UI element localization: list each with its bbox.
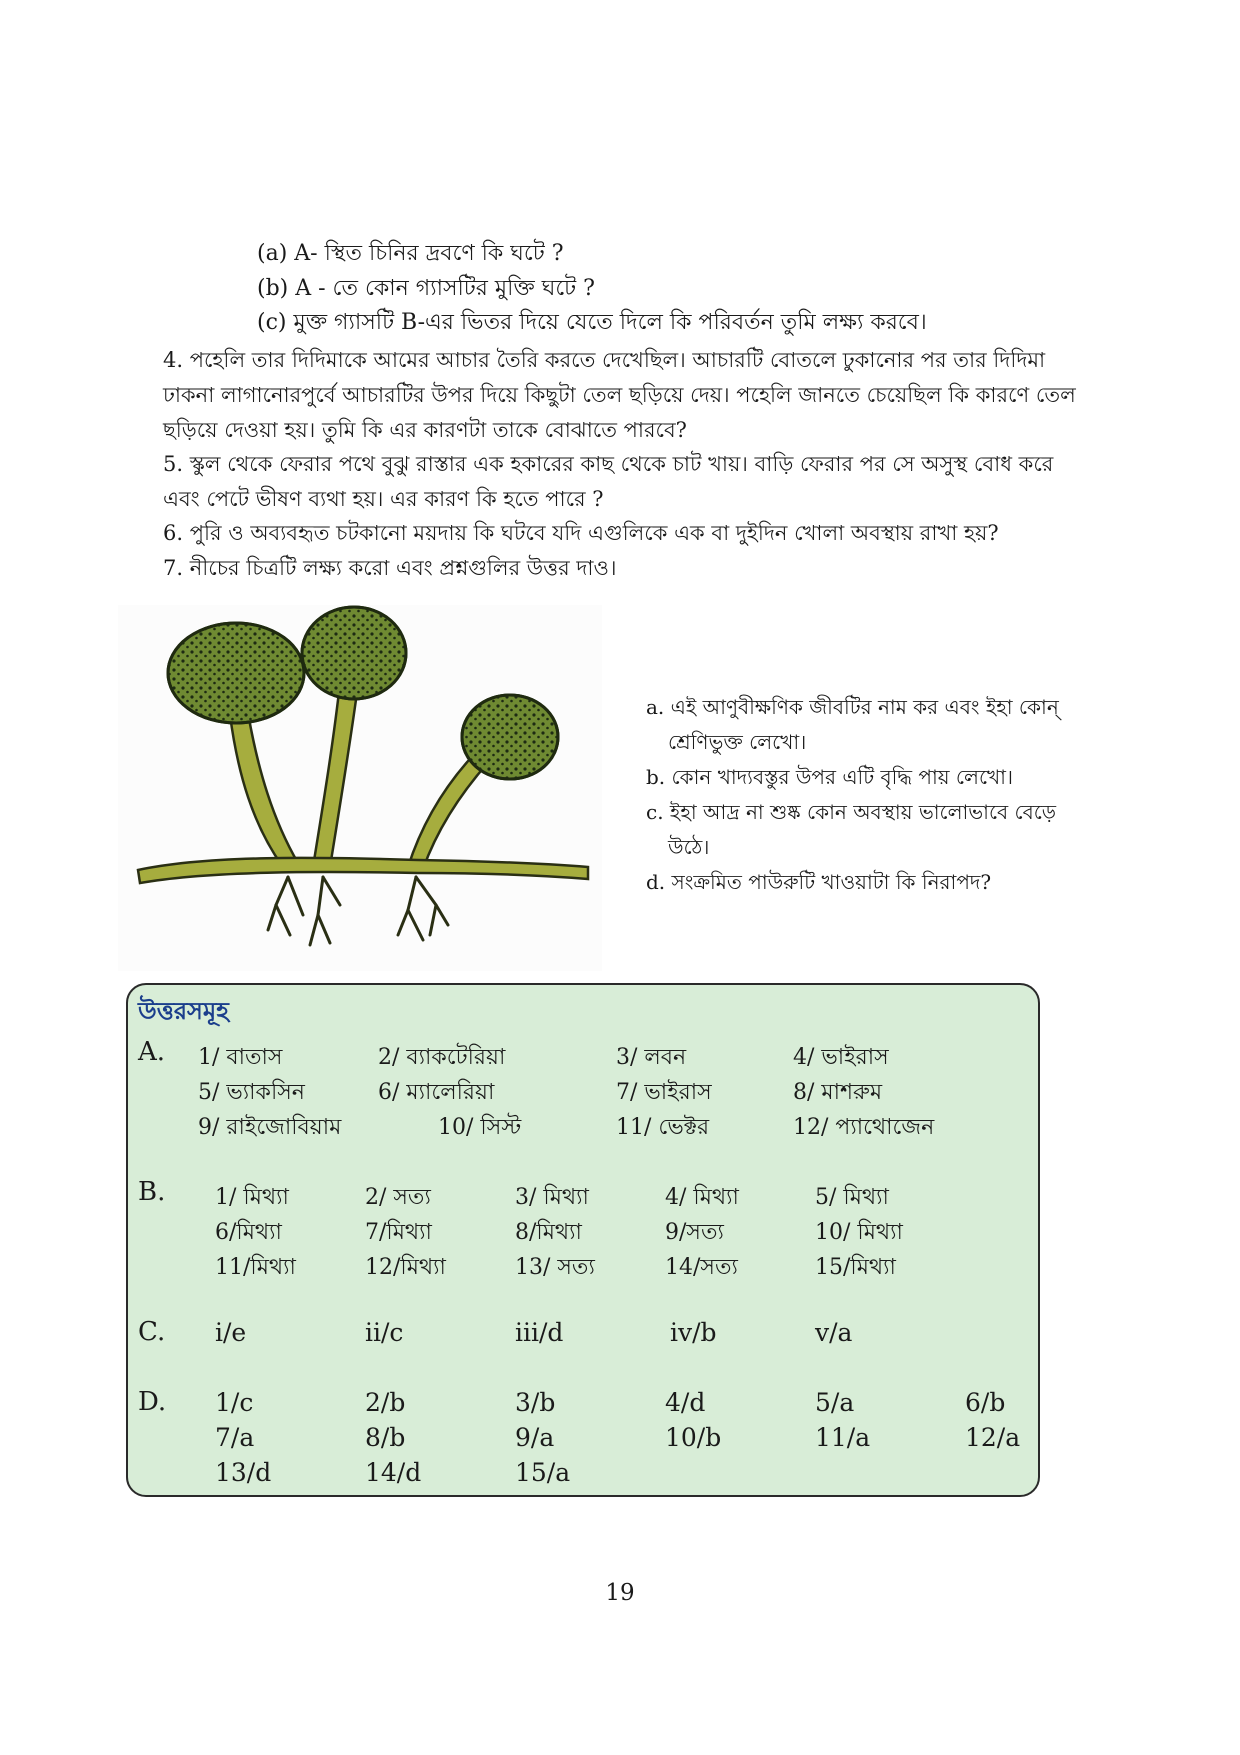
answer-c-cell: iv/b — [670, 1318, 717, 1347]
answer-b-cell: 15/মিথ্যা — [815, 1255, 896, 1280]
answer-d-cell: 3/b — [515, 1388, 556, 1417]
section-b-label: B. — [138, 1177, 166, 1207]
answer-a-cell: 12/ প্যাথোজেন — [793, 1115, 935, 1140]
answer-a-cell: 4/ ভাইরাস — [793, 1045, 889, 1070]
answer-a-cell: 5/ ভ্যাকসিন — [198, 1080, 305, 1105]
answer-c-cell: iii/d — [515, 1318, 564, 1347]
answer-d-cell: 2/b — [365, 1388, 406, 1417]
sporangia — [168, 607, 558, 779]
section-a-label: A. — [138, 1037, 166, 1067]
answer-d-cell: 12/a — [965, 1423, 1021, 1452]
answer-d-cell: 15/a — [515, 1458, 571, 1487]
answer-b-cell: 5/ মিথ্যা — [815, 1185, 889, 1210]
answer-b-cell: 3/ মিথ্যা — [515, 1185, 589, 1210]
answer-d-cell: 7/a — [215, 1423, 255, 1452]
figure-question-a: a. এই আণুবীক্ষণিক জীবটির নাম কর এবং ইহা কোন্ শ্রেণিভুক্ত লেখো। — [646, 695, 1059, 754]
answer-d-cell: 9/a — [515, 1423, 555, 1452]
page-number: 19 — [605, 1580, 635, 1606]
answer-d-cell: 4/d — [665, 1388, 706, 1417]
answer-d-cell: 8/b — [365, 1423, 406, 1452]
subquestion-b: (b) A - তে কোন গ্যাসটির মুক্তি ঘটে ? — [257, 276, 595, 301]
answer-b-cell: 13/ সত্য — [515, 1255, 595, 1280]
answer-d-cell: 14/d — [365, 1458, 422, 1487]
answer-d-cell: 5/a — [815, 1388, 855, 1417]
answer-b-cell: 11/মিথ্যা — [215, 1255, 296, 1280]
figure-question-c: c. ইহা আদ্র না শুষ্ক কোন অবস্থায় ভালোভাবে বেড়ে উঠে। — [646, 800, 1057, 859]
answer-a-cell: 1/ বাতাস — [198, 1045, 283, 1070]
answer-c-cell: v/a — [815, 1318, 853, 1347]
answer-d-cell: 10/b — [665, 1423, 722, 1452]
answer-a-cell: 7/ ভাইরাস — [616, 1080, 712, 1105]
subquestion-a: (a) A- স্থিত চিনির দ্রবণে কি ঘটে ? — [257, 241, 564, 266]
rhizoids — [268, 877, 448, 945]
answer-b-cell: 2/ সত্য — [365, 1185, 431, 1210]
bread-mould-illustration — [118, 605, 602, 971]
question-7: 7. নীচের চিত্রটি লক্ষ্য করো এবং প্রশ্নগুলির উত্তর দাও। — [163, 556, 617, 580]
section-d-label: D. — [138, 1387, 167, 1417]
answer-b-cell: 7/মিথ্যা — [365, 1220, 432, 1245]
answer-a-cell: 10/ সিস্ট — [438, 1115, 522, 1140]
answer-a-cell: 8/ মাশরুম — [793, 1080, 883, 1105]
answer-c-cell: i/e — [215, 1318, 247, 1347]
answer-b-cell: 10/ মিথ্যা — [815, 1220, 903, 1245]
answer-a-cell: 9/ রাইজোবিয়াম — [198, 1115, 342, 1140]
answer-a-cell: 11/ ভেক্টর — [616, 1115, 710, 1140]
answer-b-cell: 8/মিথ্যা — [515, 1220, 582, 1245]
figure-question-d: d. সংক্রমিত পাউরুটি খাওয়াটা কি নিরাপদ? — [646, 870, 992, 894]
answer-a-cell: 2/ ব্যাকটেরিয়া — [378, 1045, 506, 1070]
answer-d-cell: 1/c — [215, 1388, 254, 1417]
question-6: 6. পুরি ও অব্যবহৃত চটকানো ময়দায় কি ঘটবে যদি এগুলিকে এক বা দুইদিন খোলা অবস্থায় রাখা হয়? — [163, 521, 999, 545]
answer-a-cell: 3/ লবন — [616, 1045, 687, 1070]
answer-c-cell: ii/c — [365, 1318, 404, 1347]
stolon — [138, 858, 588, 883]
answer-b-cell: 6/মিথ্যা — [215, 1220, 282, 1245]
answer-d-cell: 6/b — [965, 1388, 1006, 1417]
question-4: 4. পহেলি তার দিদিমাকে আমের আচার তৈরি করতে দেখেছিল। আচারটি বোতলে ঢুকানোর পর তার দিদিমা ঢাকনা লাগানোরপুর্বে আচারটির উপর দিয়ে কিছুটা তেল ছড়িয়ে দেয়। পহেলি জানতে চেয়েছিল কি কারণে তেল ছড়িয়ে দেওয়া হয়। তুমি কি এর কারণটা তাকে বোঝাতে পারবে? — [163, 348, 1076, 442]
answer-b-cell: 1/ মিথ্যা — [215, 1185, 289, 1210]
answer-b-cell: 14/সত্য — [665, 1255, 738, 1280]
answer-b-cell: 12/মিথ্যা — [365, 1255, 446, 1280]
section-c-label: C. — [138, 1317, 166, 1347]
figure-question-list — [646, 690, 1066, 900]
answer-box — [126, 983, 1040, 1497]
answer-a-cell: 6/ ম্যালেরিয়া — [378, 1080, 495, 1105]
answer-b-cell: 4/ মিথ্যা — [665, 1185, 739, 1210]
answer-d-cell: 13/d — [215, 1458, 272, 1487]
figure-question-b: b. কোন খাদ্যবস্তুর উপর এটি বৃদ্ধি পায় লেখো। — [646, 765, 1014, 789]
question-5: 5. স্কুল থেকে ফেরার পথে বুঝু রাস্তার এক হকারের কাছ থেকে চাট খায়। বাড়ি ফেরার পর সে অসুস্থ বোধ করে এবং পেটে ভীষণ ব্যথা হয়। এর কারণ কি হতে পারে ? — [163, 452, 1054, 511]
answer-b-cell: 9/সত্য — [665, 1220, 724, 1245]
answer-d-cell: 11/a — [815, 1423, 871, 1452]
subquestion-c: (c) মুক্ত গ্যাসটি B-এর ভিতর দিয়ে যেতে দিলে কি পরিবর্তন তুমি লক্ষ্য করবে। — [257, 310, 927, 335]
bread-mould-drawing — [118, 605, 602, 971]
answer-box-title: উত্তরসমূহ — [138, 997, 229, 1025]
